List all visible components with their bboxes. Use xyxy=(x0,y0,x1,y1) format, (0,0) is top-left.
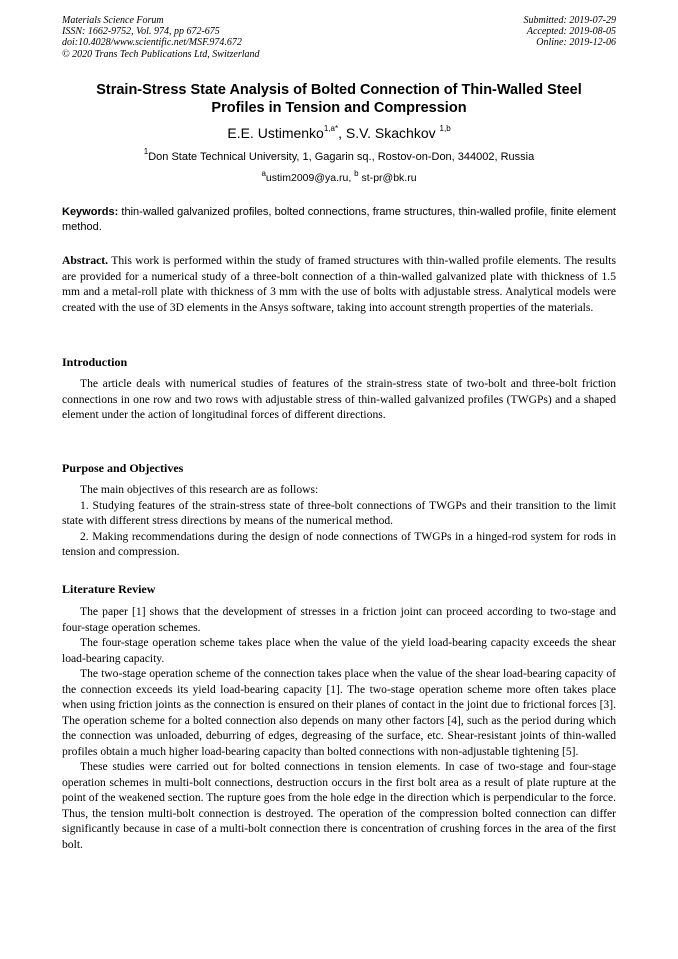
literature-paragraph-3: The two-stage operation scheme of the connection takes place when the value of the shear load-bearing capacity of the connection exceeds its yield load-bearing capacity [1]. The two-stage operation scheme more often takes place when using friction joints as the connection is ensured on their planes of contact in the joint due to frictional forces [3]. The operation scheme for a bolted connection also depends on many other factors [4], such as the period during which the connection was unloaded, deburring of edges, degreasing of the surface, etc. Shear-resistant joints of thin-walled profiles obtain a much higher load-bearing capacity than bolted connections with non-adjustable tightening [5]. xyxy=(62,667,616,758)
email-b-sup: b xyxy=(354,168,359,178)
submitted-date: Submitted: 2019-07-29 xyxy=(523,15,616,26)
introduction-body xyxy=(62,376,616,423)
literature-paragraph-2: The four-stage operation scheme takes place when the value of the yield load-bearing capacity exceeds the shear load-bearing capacity. xyxy=(62,636,616,665)
abstract-text: This work is performed within the study of framed structures with thin-walled profile elements. The results are provided for a numerical study of a three-bolt connection of a thin-walled galvanized plate with thickness of 1.5 mm and a metal-roll plate with thickness of 3 mm with the use of bolts with adjustable stress. Analytical models were created with the use of 3D elements in the Ansys software, taking into account strength properties of the materials. xyxy=(62,254,616,314)
introduction-heading: Introduction xyxy=(62,355,128,369)
copyright-line: © 2020 Trans Tech Publications Ltd, Switzerland xyxy=(62,48,260,60)
email-a: ustim2009@ya.ru, xyxy=(265,172,355,184)
affiliation-text: Don State Technical University, 1, Gagarin sq., Rostov-on-Don, 344002, Russia xyxy=(148,151,535,163)
author-separator: , xyxy=(338,125,346,141)
keywords-text: thin-walled galvanized profiles, bolted connections, frame structures, thin-walled profile, finite element method. xyxy=(62,206,616,233)
online-date: Online: 2019-12-06 xyxy=(536,37,616,49)
purpose-heading: Purpose and Objectives xyxy=(62,461,184,475)
literature-paragraph-1: The paper [1] shows that the development of stresses in a friction joint can proceed according to two-stage and four-stage operation schemes. xyxy=(62,605,616,634)
journal-info xyxy=(62,15,260,60)
abstract-label: Abstract. xyxy=(62,254,109,267)
title-line-2: Profiles in Tension and Compression xyxy=(211,100,467,116)
dates-info xyxy=(524,15,617,49)
keywords-label: Keywords: xyxy=(62,206,119,218)
author-1-sup: 1,a* xyxy=(323,124,339,134)
journal-name: Materials Science Forum xyxy=(62,15,164,26)
emails xyxy=(62,168,616,185)
author-1-name: E.E. Ustimenko xyxy=(227,125,324,141)
affiliation xyxy=(62,147,616,164)
paper-title xyxy=(62,81,616,117)
author-2-sup: 1,b xyxy=(439,124,451,134)
literature-heading: Literature Review xyxy=(62,582,156,596)
authors xyxy=(62,124,616,142)
purpose-paragraph-2: 1. Studying features of the strain-stress state of three-bolt connections of TWGPs and their transition to the limit state with different stress directions by means of the numerical method. xyxy=(62,498,616,527)
issn-line: ISSN: 1662-9752, Vol. 974, pp 672-675 xyxy=(62,26,220,38)
literature-body xyxy=(62,604,616,852)
purpose-body xyxy=(62,482,616,560)
accepted-date: Accepted: 2019-08-05 xyxy=(526,26,616,38)
title-line-1: Strain-Stress State Analysis of Bolted Connection of Thin-Walled Steel xyxy=(96,82,582,98)
purpose-paragraph-3: 2. Making recommendations during the design of node connections of TWGPs in a hinged-rod system for rods in tension and compression. xyxy=(62,529,616,558)
purpose-paragraph-1: The main objectives of this research are as follows: xyxy=(80,483,319,496)
keywords xyxy=(62,205,616,235)
abstract xyxy=(62,253,616,315)
email-b: st-pr@bk.ru xyxy=(358,172,417,184)
email-a-sup: a xyxy=(261,168,266,178)
literature-paragraph-4: These studies were carried out for bolted connections in tension elements. In case of two-stage and four-stage operation schemes in multi-bolt connections, destruction occurs in the first bolt area as a result of plate rupture at the point of the weakened section. The rupture goes from the hole edge in the direction which is perpendicular to the force. Thus, the tension multi-bolt connection is destroyed. The operation of the compression bolted connection can differ significantly because in case of a multi-bolt connection there is concentration of crushing forces in the area of the first bolt. xyxy=(62,760,616,851)
introduction-paragraph-1: The article deals with numerical studies of features of the strain-stress state of two-bolt and three-bolt friction connections in one row and two rows with adjustable stress of thin-walled galvanized profiles (TWGPs) and a shaped element under the action of longitudinal forces of different directions. xyxy=(62,377,616,421)
affiliation-sup: 1 xyxy=(143,147,149,157)
doi-line: doi:10.4028/www.scientific.net/MSF.974.672 xyxy=(62,37,242,49)
author-2-name: S.V. Skachkov xyxy=(345,125,440,141)
